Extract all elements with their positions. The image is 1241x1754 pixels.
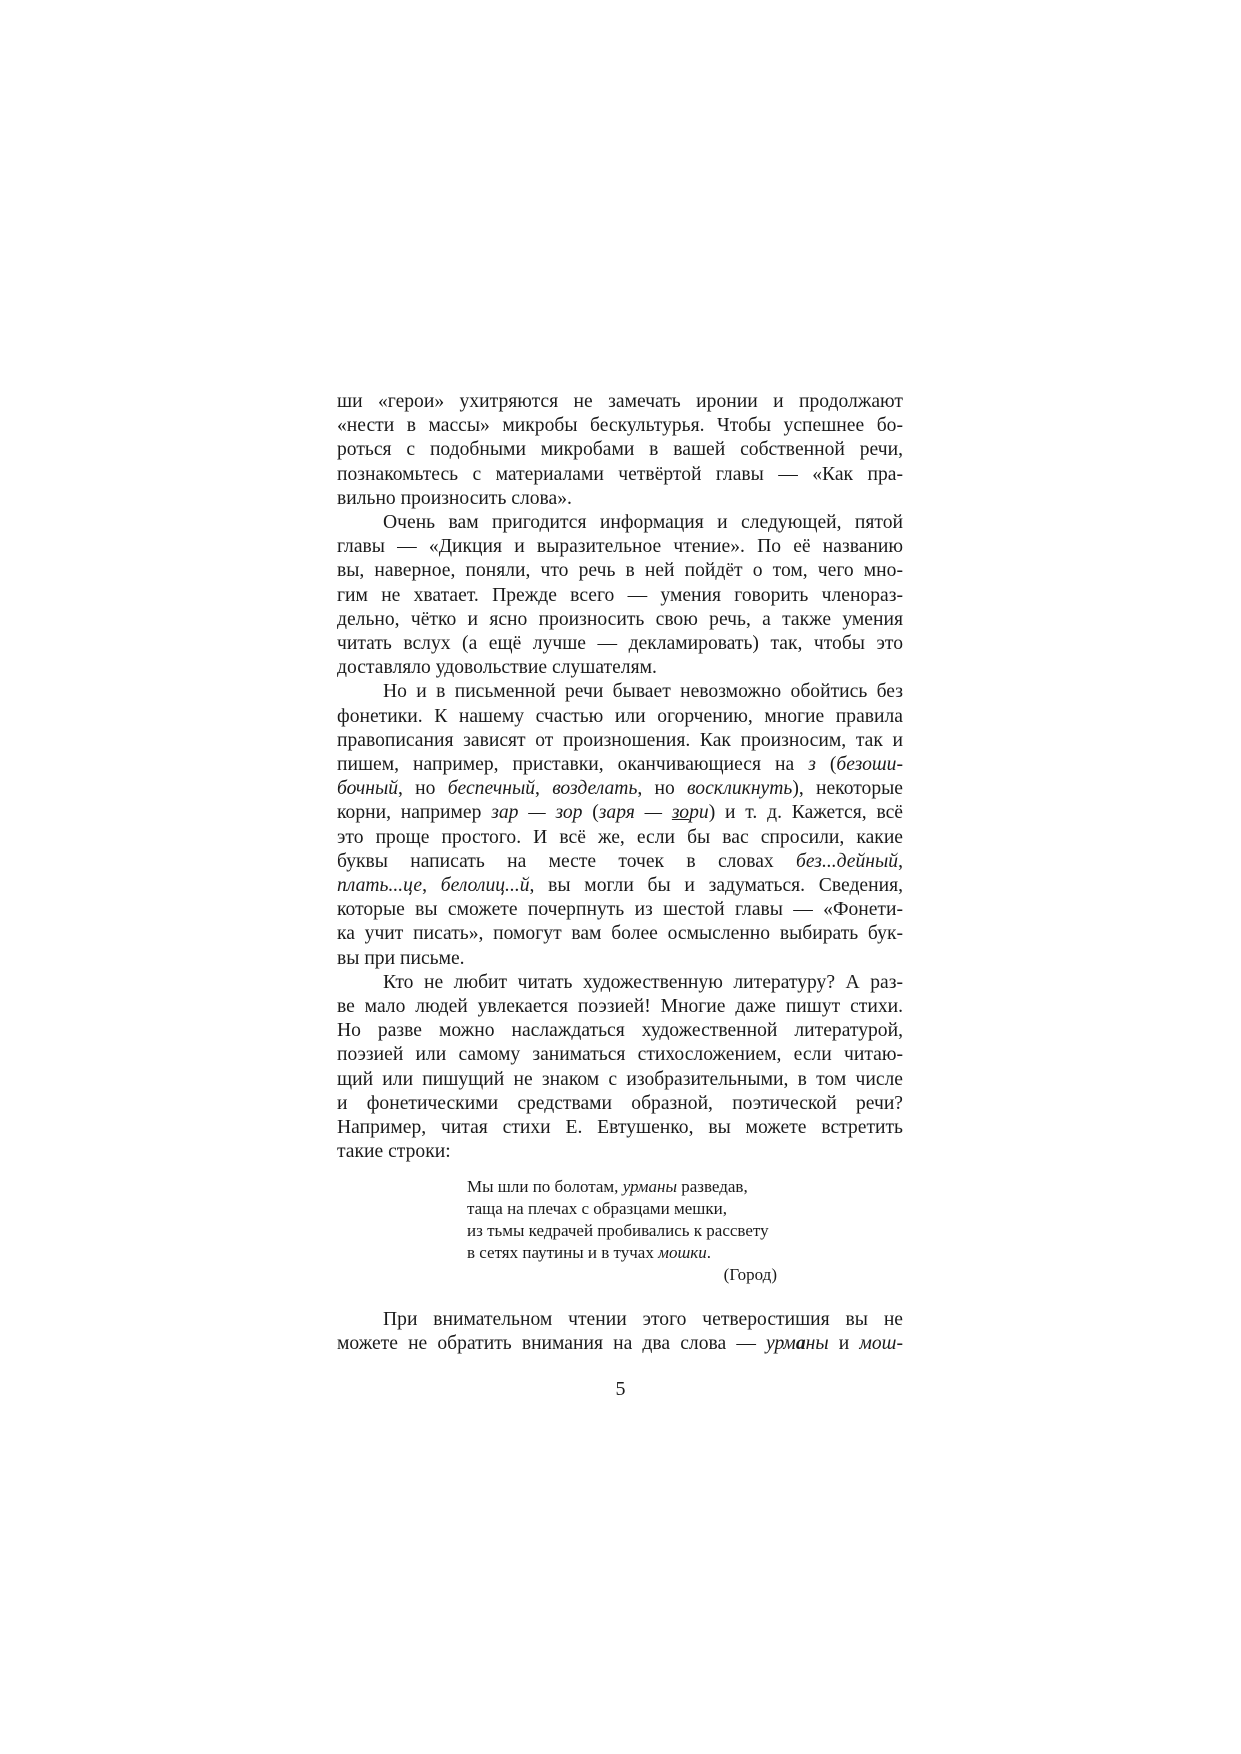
text-line: которые вы сможете почерпнуть из шестой главы — «Фонети- [337,899,903,921]
text-line: пишем, например, приставки, оканчивающиеся на з (безоши- [337,754,903,776]
text-line: роться с подобными микробами в вашей собственной речи, [337,439,903,461]
text-line: вы при письме. [337,947,465,969]
text-line: При внимательном чтении этого четверостишия вы не [383,1309,903,1330]
text-line: щий или пишущий не знаком с изобразительными, в том числе [337,1068,903,1090]
text-line: можете не обратить внимания на два слова — урманы и мош- [337,1333,903,1355]
text-line: дельно, чётко и ясно произносить свою речь, а также умения [337,608,903,630]
text-line: познакомьтесь с материалами четвёртой главы — «Как пра- [337,463,903,485]
poem-line: таща на плечах с образцами мешки, [467,1199,727,1218]
poem-line: из тьмы кедрачей пробивались к рассвету [467,1221,769,1240]
text-line: бочный, но беспечный, возделать, но воскликнуть), некоторые [337,778,903,800]
text-line: Но разве можно наслаждаться художественной литературой, [337,1020,903,1042]
text-line: фонетики. К нашему счастью или огорчению, многие правила [337,705,903,727]
text-line: плать...це, белолиц...й, вы могли бы и задуматься. Сведения, [337,875,903,897]
poem-source: (Город) [723,1265,777,1284]
text-line: Очень вам пригодится информация и следующей, пятой [383,512,903,534]
text-line: доставляло удовольствие слушателям. [337,657,657,679]
text-line: читать вслух (а ещё лучше — декламировать) так, чтобы это [337,633,903,655]
text-line: такие строки: [337,1141,451,1163]
text-line: вы, наверное, поняли, что речь в ней пойдёт о том, чего мно- [337,560,903,582]
text-line: Но и в письменной речи бывает невозможно обойтись без [383,681,903,703]
main-text [337,390,903,1165]
text-line: вильно произносить слова». [337,487,572,509]
text-line: поэзией или самому заниматься стихосложением, если читаю- [337,1044,903,1066]
text-line: ве мало людей увлекается поэзией! Многие даже пишут стихи. [337,996,903,1018]
poem-quote [467,1176,777,1286]
text-line: ши «герои» ухитряются не замечать иронии и продолжают [337,391,903,412]
text-line: Кто не любит читать художественную литературу? А раз- [383,971,903,993]
poem-line: Мы шли по болотам, урмaны разведав, [467,1177,748,1196]
closing-text [337,1308,903,1356]
text-line: и фонетическими средствами образной, поэтической речи? [337,1092,903,1114]
text-line: буквы написать на месте точек в словах без...дейный, [337,850,903,872]
text-line: это проще простого. И всё же, если бы вас спросили, какие [337,826,903,848]
text-line: главы — «Дикция и выразительное чтение». По её названию [337,536,903,558]
text-line: гим не хватает. Прежде всего — умения говорить членораз- [337,584,903,606]
text-line: корни, например зар — зор (заря — зори) и т. д. Кажется, всё [337,802,903,824]
text-line: Например, читая стихи Е. Евтушенко, вы можете встретить [337,1117,903,1139]
text-line: правописания зависят от произношения. Как произносим, так и [337,729,903,751]
page-number: 5 [615,1378,626,1400]
poem-line: в сетях паутины и в тучах мошкu. [467,1243,711,1262]
text-line: ка учит писать», помогут вам более осмысленно выбирать бук- [337,923,903,945]
text-line: «нести в массы» микробы бескультурья. Чтобы успешнее бо- [337,415,903,437]
